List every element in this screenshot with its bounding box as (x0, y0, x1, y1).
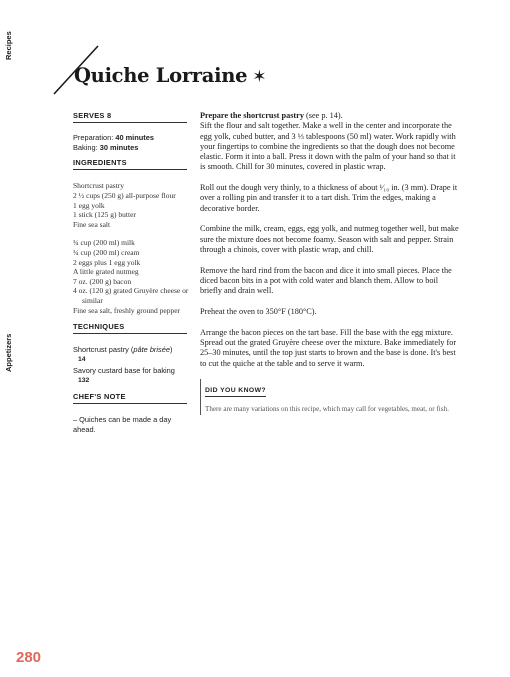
did-you-know-text: There are many variations on this recipe, which may call for vegetables, meat, or fish. (205, 405, 449, 414)
method-step-1: Prepare the shortcrust pastry (see p. 14). Sift the flour and salt together. Make a well in the center and incorporate the egg yolk, cubed butter, and 3 ⅓ tablespoons (50 ml) water. Work rapidly with your fingertips to combine the ingredients so that the dough does not become elastic. Form it into a ball. Press it down with the palm of your hand so that it is smooth. Chill for 30 minutes, covered in plastic wrap. (200, 111, 456, 172)
section-label-appetizers: Appetizers (4, 333, 13, 372)
ingredient-item: Fine sea salt (73, 219, 111, 229)
technique-shortcrust: Shortcrust pastry (pâte brisée) (73, 345, 173, 355)
chefs-note-text: – Quiches can be made a day ahead. (73, 414, 172, 435)
method-step-5: Preheat the oven to 350°F (180°C). (200, 307, 317, 317)
serves-heading: SERVES 8 (73, 111, 187, 123)
baking-time: Baking: 30 minutes (73, 143, 139, 153)
ingredients-group-pastry (73, 181, 191, 229)
method-step-3: Combine the milk, cream, eggs, egg yolk, and nutmeg together well, but make sure the mixture does not become foamy. Season with salt and pepper. Strain through a chinois, cover with plastic wrap, and chill. (200, 224, 459, 255)
did-you-know-heading: DID YOU KNOW? (205, 387, 266, 397)
method-step-2: Roll out the dough very thinly, to a thickness of about ¹⁄₁₀ in. (3 mm). Drape it over a rolling pin and transfer it to a tart dish. Trim the edges, making a decorative border. (200, 183, 458, 213)
method-step-4: Remove the hard rind from the bacon and dice it into small pieces. Place the diced bacon bits in a pot with cold water and blanch them. Allow to boil briefly and drain well. (200, 265, 452, 296)
ingredient-item: 4 oz. (120 g) grated Gruyère cheese or similar (73, 286, 189, 305)
ingredients-heading: INGREDIENTS (73, 158, 187, 170)
star-icon: ✶ (252, 67, 267, 87)
ingredient-item: 1 egg yolk (73, 200, 105, 210)
ingredient-item: 1 stick (125 g) butter (73, 210, 136, 220)
recipe-info-column (73, 111, 191, 435)
section-label-recipes: Recipes (4, 31, 13, 60)
ingredient-item: Shortcrust pastry (73, 181, 125, 191)
technique-custard: Savory custard base for baking (73, 365, 175, 375)
ingredient-item: ¾ cup (200 ml) cream (73, 247, 140, 257)
method-step-6: Arrange the bacon pieces on the tart base. Fill the base with the egg mixture. Spread out the grated Gruyère cheese over the mixture. Bake immediately for 25–30 minutes, until the top just starts to brown and the base is done. It's best to cut the quiche at the table and to serve it warm. (200, 327, 457, 368)
page-number: 280 (16, 649, 42, 666)
method-column (200, 111, 462, 415)
preparation-time: Preparation: 40 minutes (73, 133, 154, 142)
ingredient-item: 7 oz. (200 g) bacon (73, 276, 132, 286)
ingredient-item: ¾ cup (200 ml) milk (73, 238, 135, 248)
ingredients-group-filling (73, 238, 191, 315)
ingredient-item: Fine sea salt, freshly ground pepper (73, 305, 181, 315)
technique-custard-page: 132 (78, 376, 90, 384)
techniques-heading: TECHNIQUES (73, 322, 187, 334)
technique-shortcrust-page: 14 (78, 356, 86, 364)
ingredient-item: A little grated nutmeg (73, 267, 139, 277)
ingredient-item: 2 eggs plus 1 egg yolk (73, 257, 141, 267)
did-you-know-box (200, 379, 462, 415)
ingredient-item: 2 ½ cups (250 g) all-purpose flour (73, 191, 176, 200)
chefs-note-heading: CHEF'S NOTE (73, 392, 187, 404)
recipe-title: Quiche Lorraine ✶ (74, 64, 267, 87)
